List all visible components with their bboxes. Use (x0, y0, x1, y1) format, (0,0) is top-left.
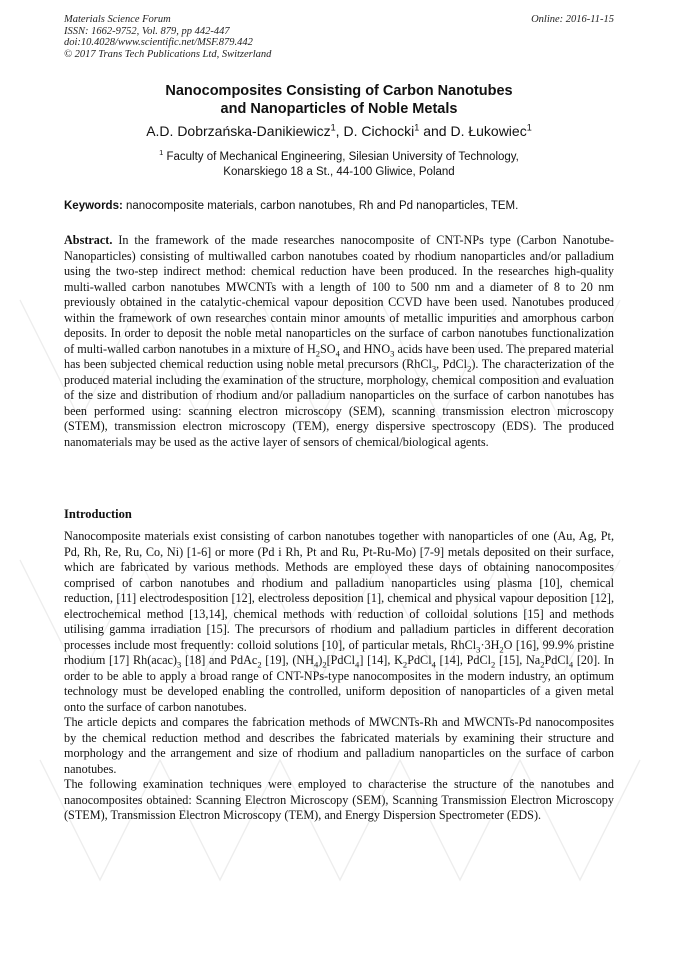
affiliation-line-1: Faculty of Mechanical Engineering, Silesian University of Technology, (166, 151, 519, 163)
title-line-1: Nanocomposites Consisting of Carbon Nanotubes (165, 83, 513, 99)
affiliation-line-2: Konarskiego 18 a St., 44-100 Gliwice, Poland (223, 165, 455, 178)
author-3-affil: 1 (526, 122, 532, 133)
abstract-label: Abstract. (64, 233, 113, 247)
intro-paragraph-3: The following examination techniques were employed to characterise the structure of the nanotubes and nanocomposites obtained: Scanning Electron Microscopy (SEM), Scanning Transmission Electron Microscopy (STEM), Transmission Electron Microscopy (TEM), and Energy Dispersion Spectrometer (EDS). (64, 777, 614, 822)
keywords-text: nanocomposite materials, carbon nanotubes, Rh and Pd nanoparticles, TEM. (126, 200, 519, 212)
keywords (64, 199, 614, 213)
affiliation-mark: 1 (159, 148, 164, 158)
introduction-body (64, 529, 614, 824)
introduction-heading: Introduction (64, 507, 132, 521)
doi: doi:10.4028/www.scientific.net/MSF.879.442 (64, 37, 253, 48)
issn: ISSN: 1662-9752, Vol. 879, pp 442-447 (64, 25, 230, 37)
keywords-label: Keywords: (64, 200, 123, 212)
author-2-affil: 1 (414, 122, 420, 133)
affiliation (40, 150, 638, 179)
intro-paragraph-2: The article depicts and compares the fabrication methods of MWCNTs-Rh and MWCNTs-Pd nanocomposites by the chemical reduction method and describes the fabricated materials by examining their structure and morphology and the arrangement and size of rhodium and palladium nanoparticles on the surface of carbon nanotubes. (64, 715, 614, 776)
author-2: D. Cichocki (343, 123, 415, 139)
online-date: Online: 2016-11-15 (531, 14, 614, 25)
author-1-affil: 1 (330, 122, 336, 133)
intro-paragraph-1: Nanocomposite materials exist consisting of carbon nanotubes together with nanoparticles of one (Au, Ag, Pt, Pd, Rh, Re, Ru, Co, Ni) [1-6] or more (Pd i Rh, Pt and Ru, Pt-Ru-Mo) [7-9] metals deposited on their surface, which are fabricated by various methods. Methods are employed these days of obtaining nanocomposites comprised of carbon nanotubes and rhodium and palladium nanoparticles using plasma [10], chemical reduction, [11] electrodesposition [12], electroless deposition [1], chemical and physical vapour deposition [12], electrochemical method [13,14], chemical methods with reduction of colloidal solutions [15] and methods utilising gamma irradiation [15]. The precursors of rhodium and palladium particles in different decoration processes include most frequently: colloid solutions [10], of particular metals, $RhCl_3\cdot 3H_2O$ [16], 99.9% pristine rhodium [17] $Rh(acac)_3$ [18] and PdAc$_2$ [19], $(NH_4)_2[PdCl_4]$ [14], $K_2PdCl_4$ [14], PdCl$_2$ [15], $Na_2PdCl_4$ [20]. In order to be able to apply a broad range of CNT-NPs-type nanocomposites in the modern industry, an optimum technology must be developed enabling the controlled, uniform deposition of nanoparticles of a given metal onto the surface of carbon nanotubes. (64, 529, 615, 714)
author-1: A.D. Dobrzańska-Danikiewicz (146, 123, 331, 139)
journal-name: Materials Science Forum (64, 14, 171, 25)
author-3: D. Łukowiec (450, 123, 527, 139)
copyright: © 2017 Trans Tech Publications Ltd, Switzerland (64, 48, 272, 60)
abstract: Abstract. In the framework of the made researches nanocomposite of CNT-NPs type (Carbon Nanotube-Nanoparticles) consisting of multiwalled carbon nanotubes coated by rhodium nanoparticles and/or palladium using the two-step indirect method: chemical reduction have been produced. In the researches high-quality multi-walled carbon nanotubes MWCNTs with a length of 100 to 500 nm and a diameter of 8 to 20 nm previously obtained in the catalytic-chemical vapour deposition CCVD have been used. Nanotubes produced within the framework of own researches contain minor amounts of metallic impurities and amorphous carbon deposits. In order to deposit the noble metal nanoparticles on the surface of carbon nanotubes functionalization of multi-walled carbon nanotubes in a mixture of $H_2SO_4$ and $HNO_3$ acids have been used. The prepared material has been subjected chemical reduction using noble metal precursors (RhCl$_3$, PdCl$_2$). The characterization of the produced material including the examination of the structure, morphology, chemical composition and evaluation of the size and distribution of rhodium and/or palladium nanoparticles on the surface of carbon nanotubes has been performed using: scanning electron microscopy (SEM), scanning transmission electron microscopy (STEM), transmission electron microscopy (TEM), energy dispersive spectroscopy (EDS). The produced nanomaterials may be used as the active layer of sensors of chemical/biological agents. (64, 233, 615, 449)
paper-title (40, 82, 638, 118)
title-line-2: and Nanoparticles of Noble Metals (220, 101, 458, 117)
author-list: A.D. Dobrzańska-Danikiewicz$^1$, D. Cichocki$^1$ and D. Łukowiec$^1$ (146, 122, 532, 139)
journal-header (64, 14, 271, 60)
